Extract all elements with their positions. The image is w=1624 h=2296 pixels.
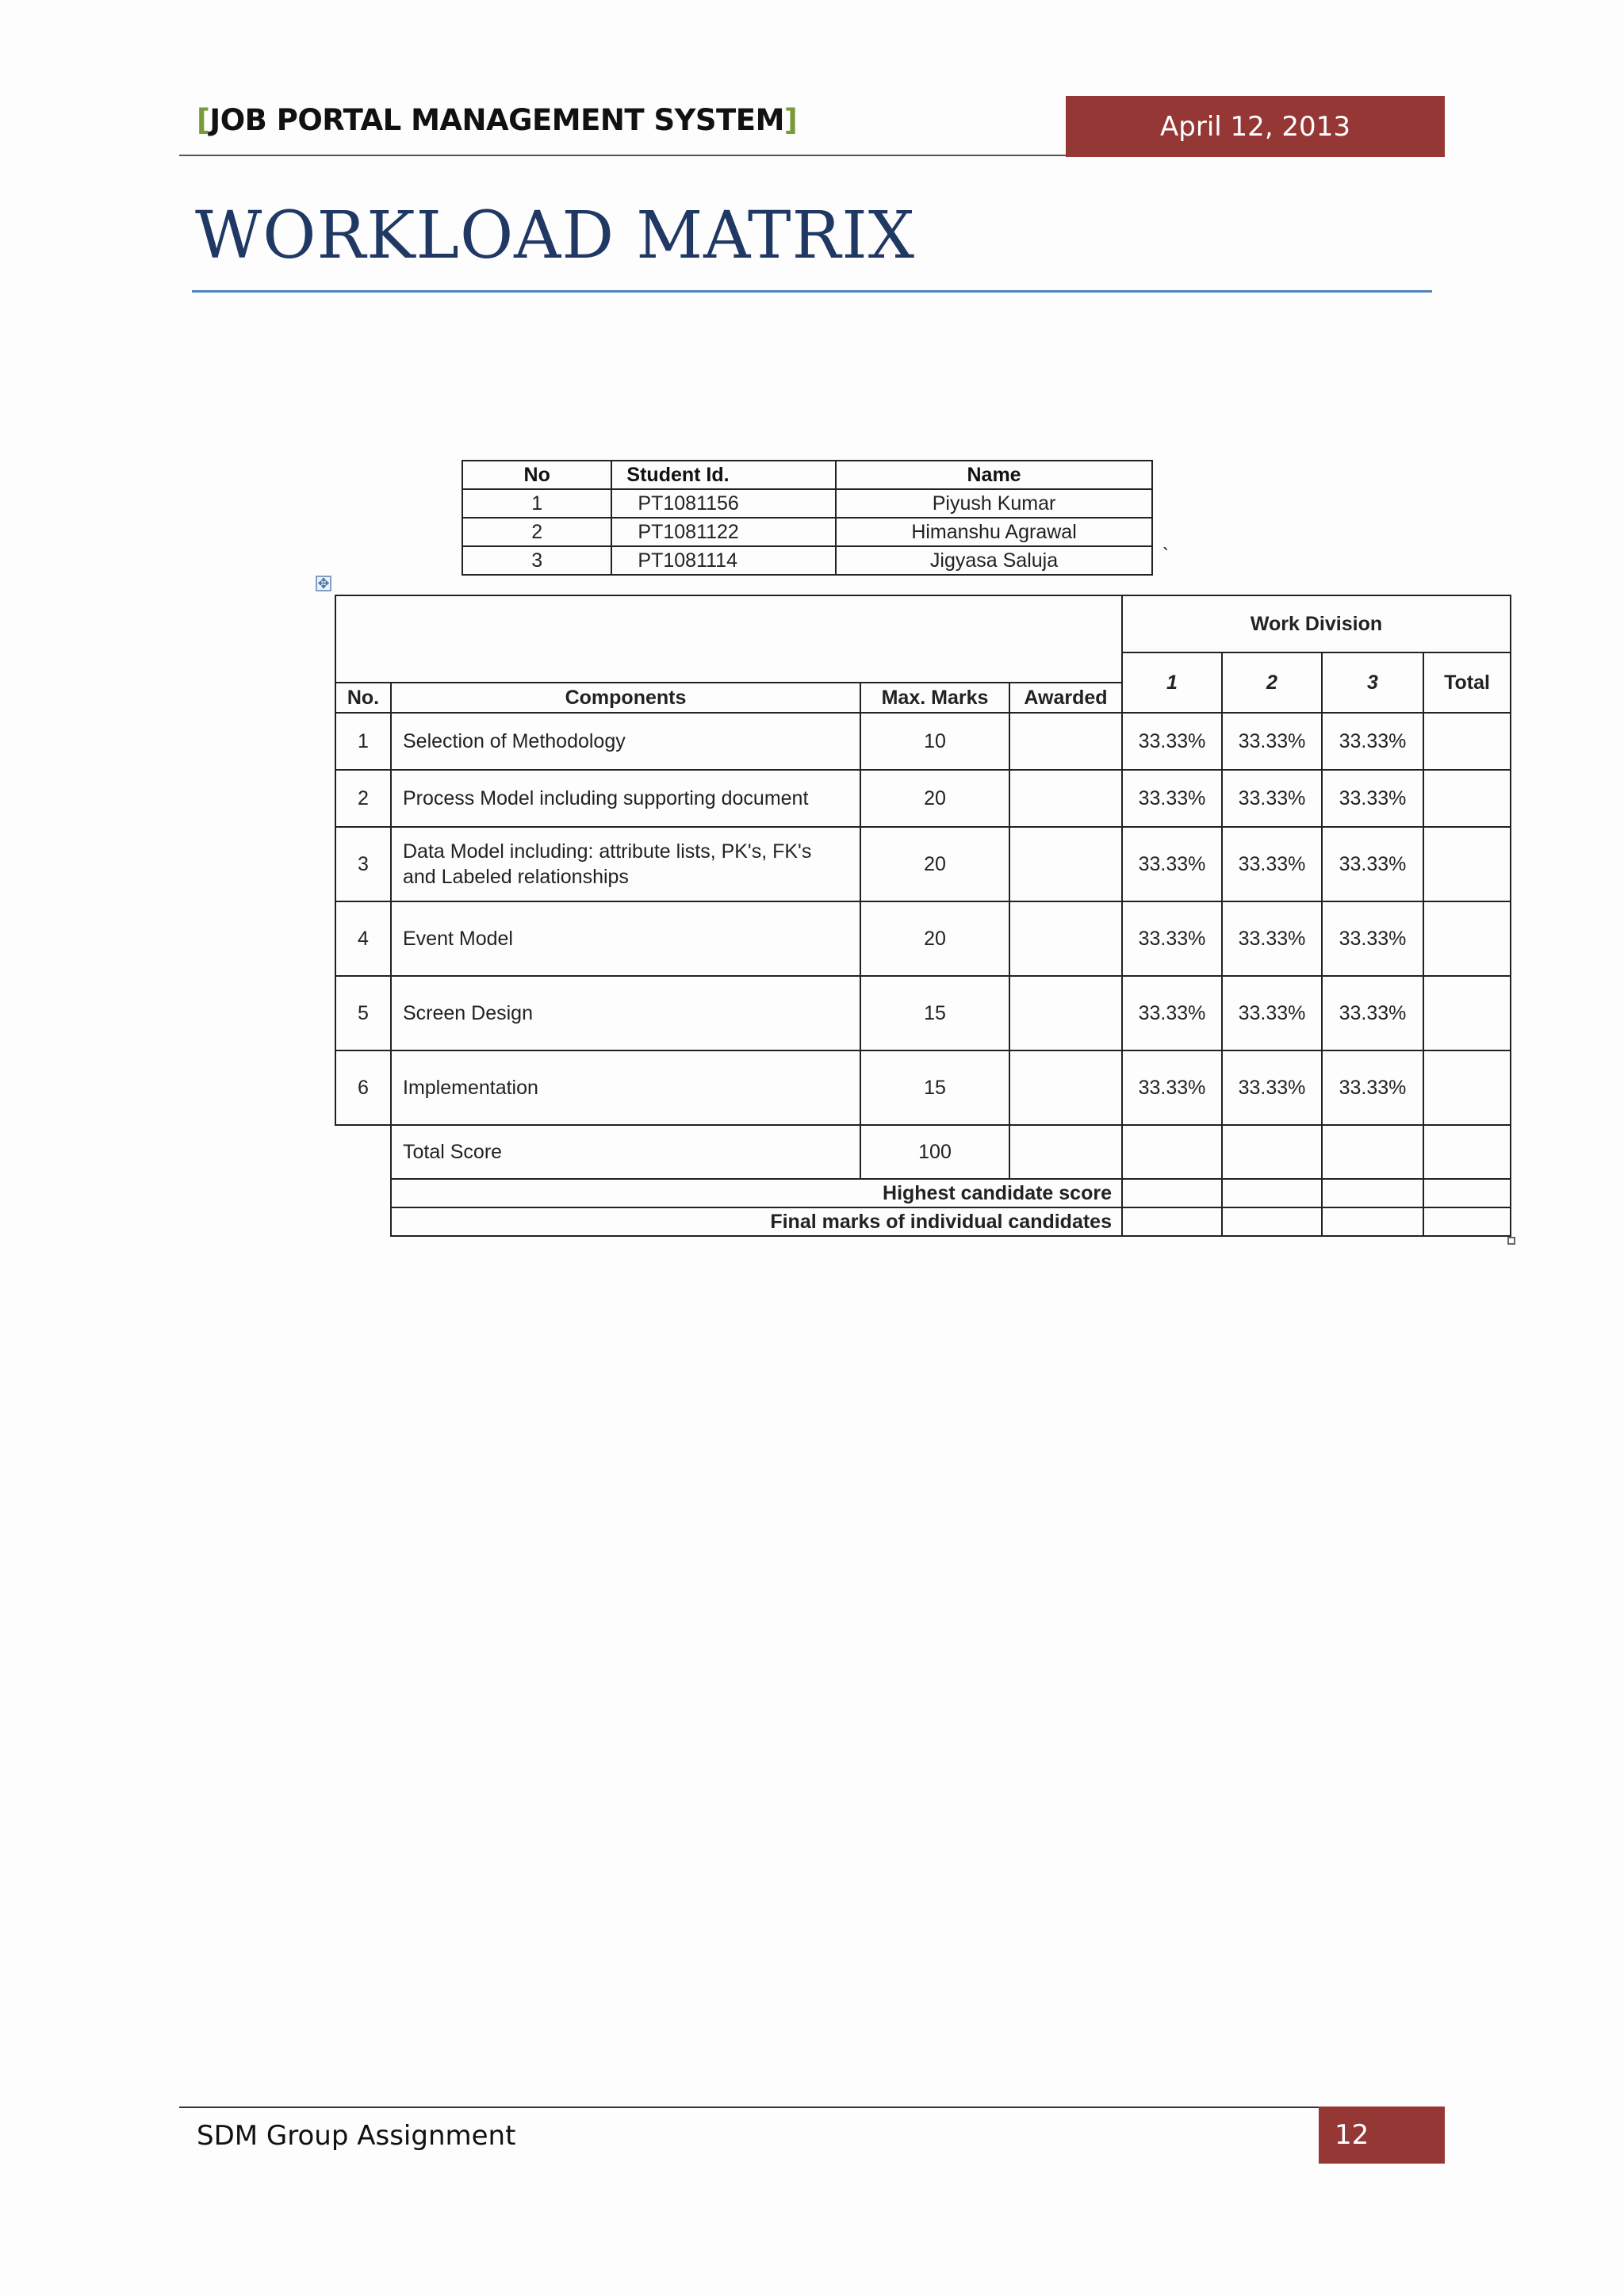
student-id: PT1081156 bbox=[611, 489, 836, 518]
total-cell bbox=[1423, 976, 1511, 1050]
component-name bbox=[391, 827, 860, 901]
component-name: Implementation bbox=[391, 1050, 860, 1125]
table-move-handle-icon[interactable]: ✥ bbox=[316, 576, 331, 591]
highest-candidate-score-label: Highest candidate score bbox=[391, 1179, 1122, 1207]
member-1-share: 33.33% bbox=[1122, 901, 1222, 976]
student-no: 2 bbox=[462, 518, 611, 546]
member-3-share: 33.33% bbox=[1322, 976, 1423, 1050]
max-marks: 10 bbox=[860, 713, 1009, 770]
total-score-row bbox=[335, 1125, 1511, 1179]
student-id: PT1081122 bbox=[611, 518, 836, 546]
final-marks-row bbox=[335, 1207, 1511, 1236]
component-no: 3 bbox=[335, 827, 391, 901]
workload-matrix-table bbox=[335, 595, 1511, 1237]
member-3-share: 33.33% bbox=[1322, 1050, 1423, 1125]
max-marks: 20 bbox=[860, 901, 1009, 976]
component-no: 4 bbox=[335, 901, 391, 976]
member-2-share: 33.33% bbox=[1222, 1050, 1322, 1125]
member-1-share: 33.33% bbox=[1122, 1050, 1222, 1125]
max-marks: 15 bbox=[860, 976, 1009, 1050]
students-table bbox=[462, 460, 1153, 576]
member-1-header: 1 bbox=[1122, 652, 1222, 713]
total-header: Total bbox=[1423, 652, 1511, 713]
student-no: 1 bbox=[462, 489, 611, 518]
student-id: PT1081114 bbox=[611, 546, 836, 575]
page-number: 12 bbox=[1319, 2107, 1445, 2164]
member-1-final bbox=[1122, 1207, 1222, 1236]
total-final bbox=[1423, 1207, 1511, 1236]
awarded-cell bbox=[1009, 827, 1122, 901]
awarded-cell bbox=[1009, 976, 1122, 1050]
member-1-total bbox=[1122, 1125, 1222, 1179]
member-2-share: 33.33% bbox=[1222, 901, 1322, 976]
matrix-blank-area bbox=[335, 652, 1122, 683]
table-row bbox=[462, 489, 1152, 518]
matrix-top-row bbox=[335, 595, 1511, 652]
awarded-cell bbox=[1009, 770, 1122, 827]
total-cell bbox=[1423, 1050, 1511, 1125]
total-cell bbox=[1423, 770, 1511, 827]
students-header-row bbox=[462, 461, 1152, 489]
total-cell bbox=[1423, 827, 1511, 901]
table-row bbox=[335, 827, 1511, 901]
member-1-share: 33.33% bbox=[1122, 770, 1222, 827]
total-cell bbox=[1423, 713, 1511, 770]
member-3-share: 33.33% bbox=[1322, 827, 1423, 901]
highest-score-row bbox=[335, 1179, 1511, 1207]
member-2-final bbox=[1222, 1207, 1322, 1236]
member-2-highest bbox=[1222, 1179, 1322, 1207]
table-row bbox=[335, 901, 1511, 976]
footer-rule bbox=[179, 2107, 1320, 2108]
member-2-share: 33.33% bbox=[1222, 770, 1322, 827]
empty-cell bbox=[335, 1207, 391, 1236]
student-name: Jigyasa Saluja bbox=[836, 546, 1152, 575]
total-score-label: Total Score bbox=[391, 1125, 860, 1179]
empty-cell bbox=[335, 1179, 391, 1207]
table-row bbox=[335, 1050, 1511, 1125]
member-3-share: 33.33% bbox=[1322, 901, 1423, 976]
bracket-close: ] bbox=[783, 103, 798, 137]
member-2-share: 33.33% bbox=[1222, 976, 1322, 1050]
awarded-cell bbox=[1009, 1125, 1122, 1179]
components-header: Components bbox=[391, 683, 860, 713]
table-row bbox=[335, 713, 1511, 770]
max-marks: 20 bbox=[860, 770, 1009, 827]
empty-cell bbox=[335, 1125, 391, 1179]
member-1-share: 33.33% bbox=[1122, 713, 1222, 770]
student-no: 3 bbox=[462, 546, 611, 575]
component-name: Process Model including supporting document bbox=[391, 770, 860, 827]
component-name: Event Model bbox=[391, 901, 860, 976]
member-1-share: 33.33% bbox=[1122, 976, 1222, 1050]
member-3-share: 33.33% bbox=[1322, 770, 1423, 827]
member-2-header: 2 bbox=[1222, 652, 1322, 713]
member-1-share: 33.33% bbox=[1122, 827, 1222, 901]
header-rule bbox=[179, 155, 1067, 156]
table-row bbox=[462, 518, 1152, 546]
component-name-line1: Data Model including: attribute lists, PK's, FK's bbox=[403, 840, 812, 863]
table-row bbox=[335, 976, 1511, 1050]
member-3-share: 33.33% bbox=[1322, 713, 1423, 770]
awarded-cell bbox=[1009, 901, 1122, 976]
students-header-id: Student Id. bbox=[611, 461, 836, 489]
work-division-header: Work Division bbox=[1122, 595, 1511, 652]
bracket-open: [ bbox=[197, 103, 210, 137]
component-no: 5 bbox=[335, 976, 391, 1050]
stray-mark: ` bbox=[1162, 545, 1169, 566]
header-date: April 12, 2013 bbox=[1066, 96, 1445, 157]
member-3-total bbox=[1322, 1125, 1423, 1179]
member-3-highest bbox=[1322, 1179, 1423, 1207]
final-marks-label: Final marks of individual candidates bbox=[391, 1207, 1122, 1236]
max-marks-header: Max. Marks bbox=[860, 683, 1009, 713]
student-name: Piyush Kumar bbox=[836, 489, 1152, 518]
component-name: Selection of Methodology bbox=[391, 713, 860, 770]
awarded-cell bbox=[1009, 713, 1122, 770]
matrix-blank-area bbox=[335, 595, 1122, 652]
footer-text: SDM Group Assignment bbox=[197, 2120, 516, 2152]
student-name: Himanshu Agrawal bbox=[836, 518, 1152, 546]
member-2-share: 33.33% bbox=[1222, 713, 1322, 770]
total-score-value: 100 bbox=[860, 1125, 1009, 1179]
page-title: WORKLOAD MATRIX bbox=[195, 198, 916, 274]
member-3-header: 3 bbox=[1322, 652, 1423, 713]
max-marks: 15 bbox=[860, 1050, 1009, 1125]
matrix-subhead-row bbox=[335, 652, 1511, 683]
awarded-cell bbox=[1009, 1050, 1122, 1125]
no-header: No. bbox=[335, 683, 391, 713]
table-row bbox=[335, 770, 1511, 827]
member-3-final bbox=[1322, 1207, 1423, 1236]
title-rule bbox=[192, 290, 1432, 293]
max-marks: 20 bbox=[860, 827, 1009, 901]
component-no: 2 bbox=[335, 770, 391, 827]
member-2-share: 33.33% bbox=[1222, 827, 1322, 901]
member-2-total bbox=[1222, 1125, 1322, 1179]
component-name-line2: and Labeled relationships bbox=[403, 866, 629, 888]
total-cell bbox=[1423, 1125, 1511, 1179]
component-name: Screen Design bbox=[391, 976, 860, 1050]
table-resize-handle-icon[interactable] bbox=[1507, 1237, 1515, 1245]
total-highest bbox=[1423, 1179, 1511, 1207]
document-title-text: JOB PORTAL MANAGEMENT SYSTEM bbox=[209, 103, 784, 137]
students-header-name: Name bbox=[836, 461, 1152, 489]
document-title bbox=[197, 103, 797, 137]
component-no: 6 bbox=[335, 1050, 391, 1125]
awarded-header: Awarded bbox=[1009, 683, 1122, 713]
total-cell bbox=[1423, 901, 1511, 976]
component-no: 1 bbox=[335, 713, 391, 770]
table-row bbox=[462, 546, 1152, 575]
member-1-highest bbox=[1122, 1179, 1222, 1207]
students-header-no: No bbox=[462, 461, 611, 489]
